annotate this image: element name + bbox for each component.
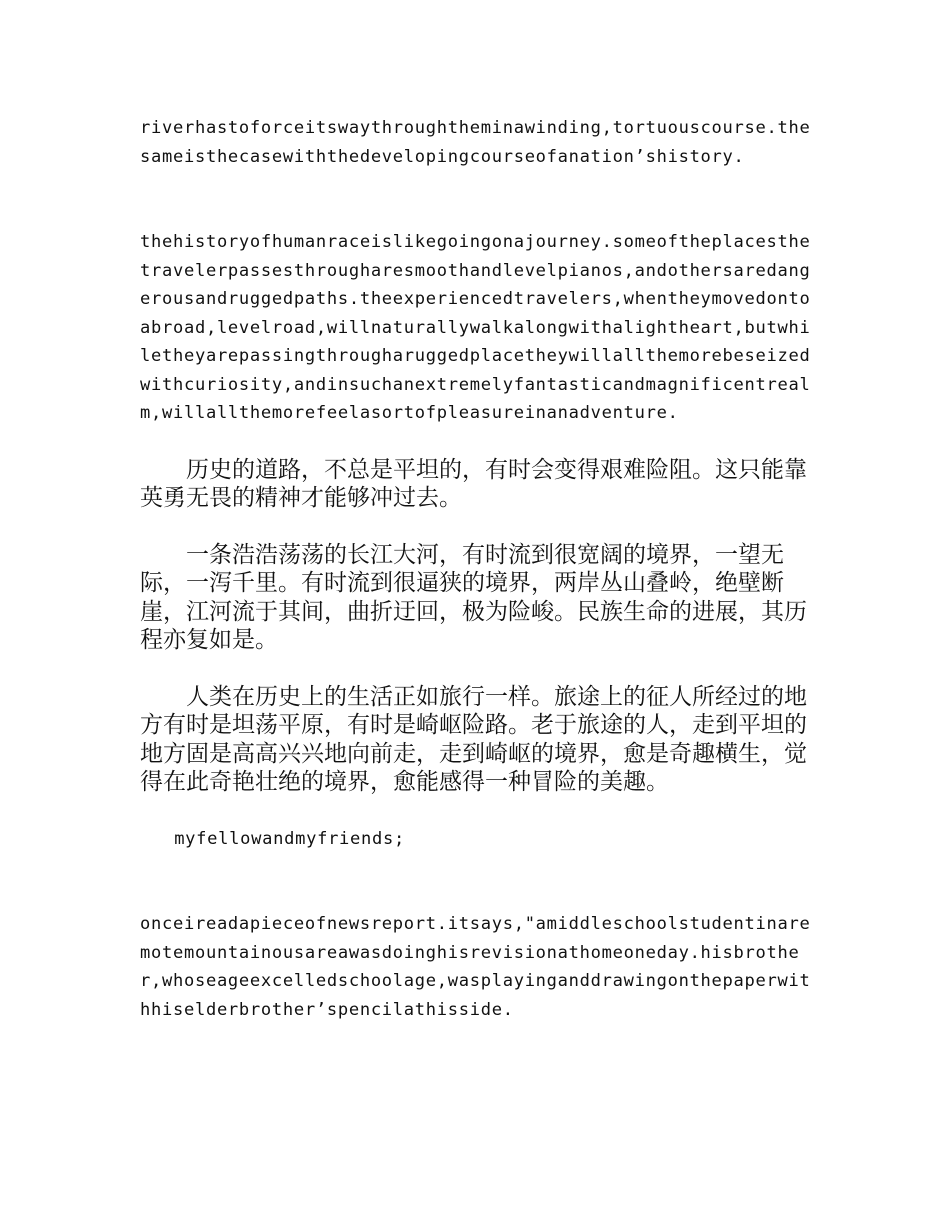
salutation-line: myfellowandmyfriends;	[174, 828, 406, 849]
paragraph-river-history-en: riverhastoforceitswaythroughtheminawinding,tortuouscourse.thesameisthecasewiththedevelopingcourseofanation’shistory.	[140, 118, 811, 167]
paragraph-news-report-en: onceireadapieceofnewsreport.itsays,"amiddleschoolstudentinaremotemountainousareawasdoinghisrevisionathomeoneday.hisbrother,whoseageexcelledschoolage,wasplayinganddrawingonthepaperwithhiselderbrother’spencilathisside.	[140, 914, 811, 1020]
paragraph-human-travel-zh: 人类在历史上的生活正如旅行一样。旅途上的征人所经过的地方有时是坦荡平原，有时是崎岖险路。老于旅途的人，走到平坦的地方固是高高兴兴地向前走，走到崎岖的境界，愈是奇趣横生，觉得在此奇艳壮绝的境界，愈能感得一种冒险的美趣。	[140, 683, 807, 795]
paragraph-yangtze-river-zh: 一条浩浩荡荡的长江大河，有时流到很宽阔的境界，一望无际，一泻千里。有时流到很逼狭的境界，两岸丛山叠岭，绝壁断崖，江河流于其间，曲折迂回，极为险峻。民族生命的进展，其历程亦复如是。	[140, 541, 807, 653]
paragraph-human-journey-en: thehistoryofhumanraceislikegoingonajourney.someoftheplacesthetravelerpassesthrougharesmoothandlevelpianos,andothersaredangerousandruggedpaths.theexperiencedtravelers,whentheymovedontoabroad,levelroad,willnaturallywalkalongwithalightheart,butwhiletheyarepassingthrougharuggedplacetheywillallthemorebeseizedwithcuriosity,andinsuchanextremelyfantasticandmagnificentrealm,willallthemorefeelasortofpleasureinanadventure.	[140, 232, 811, 423]
document-body	[140, 114, 812, 1024]
paragraph-history-road-zh: 历史的道路，不总是平坦的，有时会变得艰难险阻。这只能靠英勇无畏的精神才能够冲过去。	[140, 456, 807, 511]
